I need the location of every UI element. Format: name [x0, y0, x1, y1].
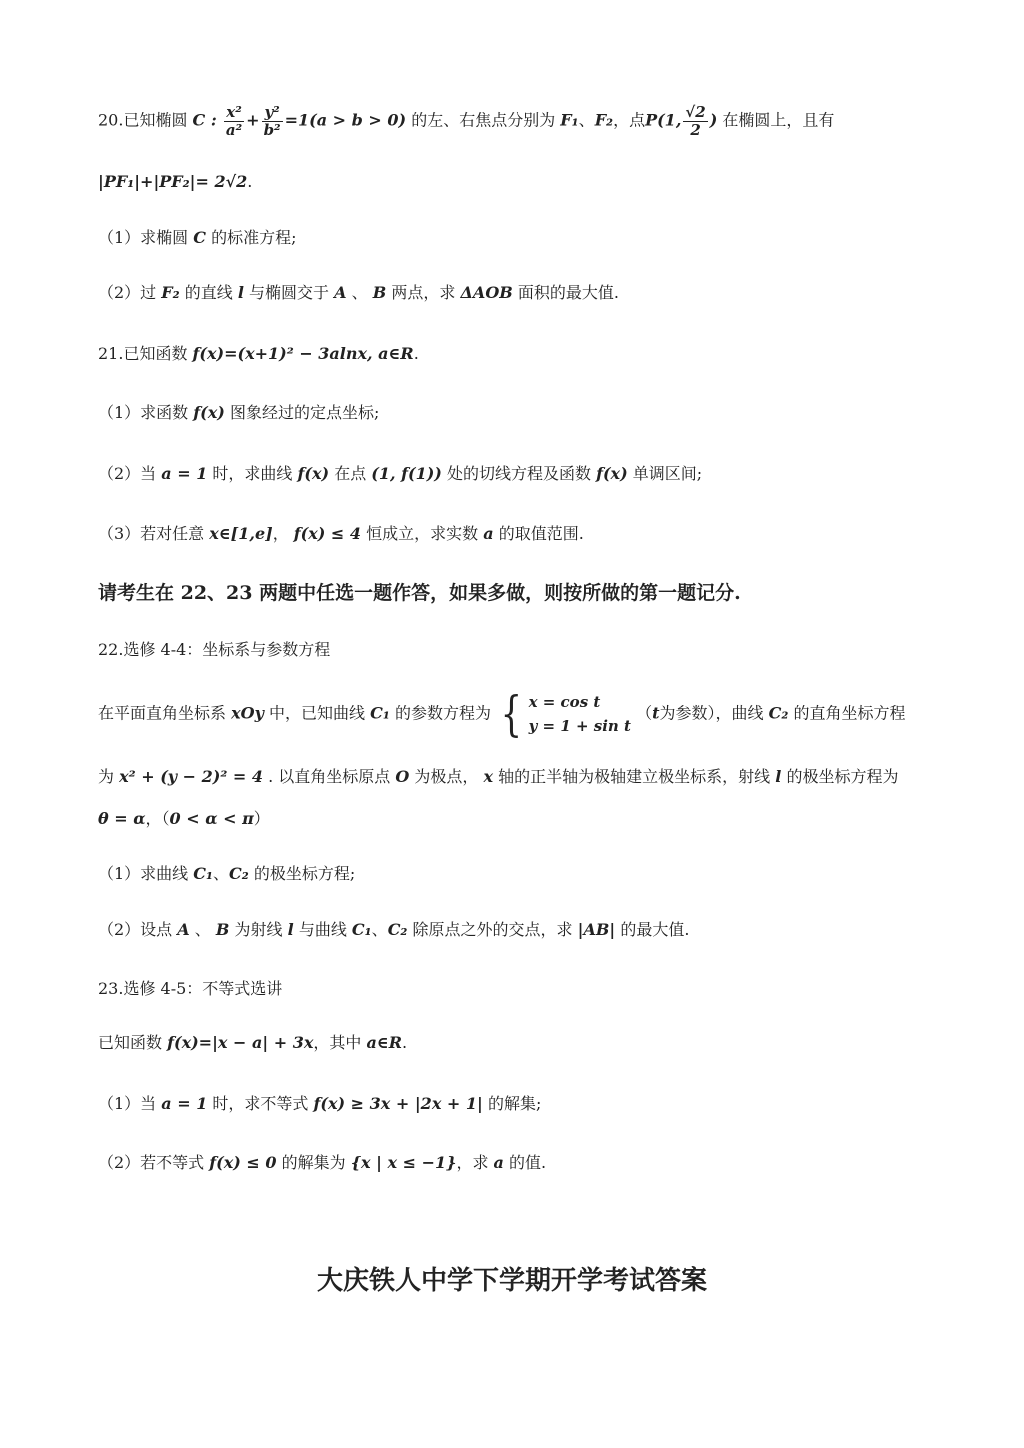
text: 为: [98, 767, 115, 786]
math: C₁: [193, 864, 214, 883]
numerator: x²: [224, 104, 244, 122]
text: ，其中: [313, 1033, 362, 1052]
math: A: [334, 283, 347, 302]
math: P(1,: [645, 110, 682, 130]
math: +: [246, 110, 260, 130]
math: 0 < α < π: [169, 809, 254, 828]
math: f(x) ≤ 4: [293, 524, 362, 543]
text: 的极坐标方程为: [786, 767, 899, 786]
denominator: 2: [690, 120, 701, 139]
q23-line-1: [98, 1033, 407, 1052]
equation: y = 1 + sin t: [528, 717, 631, 735]
system-brace: {: [500, 686, 523, 742]
text: 时，求曲线: [212, 464, 293, 483]
text: ，（: [145, 809, 170, 828]
text: 、: [351, 283, 368, 302]
q22-line-2: [98, 767, 898, 786]
q23-part-1: [98, 1094, 541, 1113]
math: f(x) ≤ 0: [209, 1153, 277, 1172]
math: l: [287, 920, 294, 939]
text: 处的切线方程及函数: [446, 464, 591, 483]
fraction: [224, 104, 244, 138]
math: C₂: [768, 703, 789, 723]
text: 的左、右焦点分别为: [411, 110, 556, 130]
numerator: √2: [685, 103, 706, 121]
text: .: [413, 344, 419, 363]
math: a = 1: [161, 1094, 208, 1113]
math: C₁: [351, 920, 372, 939]
text: 单调区间;: [632, 464, 703, 483]
text: 轴的正半轴为极轴建立极坐标系，射线: [498, 767, 771, 786]
text: 中，已知曲线: [268, 703, 365, 723]
text: 的标准方程;: [211, 228, 297, 247]
q21-line-1: [98, 344, 419, 363]
q22-part-2: [98, 920, 689, 939]
math: f(x)=|x − a| + 3x: [167, 1033, 314, 1052]
fraction: [262, 104, 283, 138]
math: f(x): [596, 464, 628, 483]
text: 的取值范围.: [498, 524, 584, 543]
math: |PF₁|+|PF₂|= 2√2: [98, 172, 248, 191]
q21-part-2: [98, 464, 702, 483]
math: θ = α: [98, 809, 146, 828]
q20-line-2: [98, 172, 252, 191]
math: t: [652, 703, 660, 723]
math: a: [483, 524, 494, 543]
text: （2）当: [98, 464, 157, 483]
math: f(x): [193, 403, 225, 422]
text: 恒成立，求实数: [366, 524, 479, 543]
numerator: y²: [262, 104, 283, 122]
q23-heading: 23.选修 4-5：不等式选讲: [98, 979, 283, 998]
text: （2）若不等式: [98, 1153, 205, 1172]
text: （2）设点: [98, 920, 173, 939]
text: 、: [213, 864, 230, 883]
math: =1(a > b > 0): [284, 110, 407, 130]
q21-part-1: [98, 403, 379, 422]
math: xOy: [231, 703, 264, 723]
text: 时，求不等式: [212, 1094, 309, 1113]
text: .: [247, 172, 253, 191]
text: 、: [578, 110, 595, 130]
text: 的直角坐标方程: [793, 703, 906, 723]
math: l: [237, 283, 244, 302]
text: 的解集;: [487, 1094, 542, 1113]
text: 与椭圆交于: [249, 283, 330, 302]
math: O: [395, 767, 410, 786]
text: （3）若对任意: [98, 524, 205, 543]
equation-system: [529, 690, 631, 738]
text: ，: [272, 524, 289, 543]
math: a: [493, 1153, 504, 1172]
math: C₁: [370, 703, 390, 723]
text: 为极点，: [414, 767, 479, 786]
text: （2）过: [98, 283, 157, 302]
text: 的解集为: [281, 1153, 346, 1172]
text: （1）求曲线: [98, 864, 189, 883]
math: f(x)=(x+1)² − 3alnx, a∈R: [192, 344, 414, 363]
q22-part-1: [98, 864, 355, 883]
math: C₂: [229, 864, 249, 883]
text: 20.已知椭圆: [98, 110, 188, 130]
text: （: [636, 703, 653, 723]
math: C :: [192, 110, 217, 130]
text: 21.已知函数: [98, 344, 188, 363]
math: (1, f(1)): [371, 464, 442, 483]
q20-part-2: [98, 283, 619, 302]
text: .: [402, 1033, 408, 1052]
text: 已知函数: [98, 1033, 163, 1052]
q22-line-3: [98, 809, 270, 828]
math: a∈R: [366, 1033, 403, 1052]
q21-part-3: [98, 524, 584, 543]
answer-title: 大庆铁人中学下学期开学考试答案: [316, 1266, 707, 1296]
math: ): [709, 110, 718, 130]
text: 与曲线: [298, 920, 347, 939]
math: x: [483, 767, 494, 786]
math: F₁: [560, 110, 579, 130]
q20-part-1: [98, 228, 297, 247]
denominator: a²: [225, 120, 243, 139]
text: 面积的最大值.: [517, 283, 619, 302]
text: 的参数方程为: [394, 703, 491, 723]
math: ΔAOB: [460, 283, 513, 302]
text: 在椭圆上，且有: [722, 110, 835, 130]
math: C₂: [387, 920, 408, 939]
math: C: [193, 228, 207, 247]
denominator: b²: [263, 120, 281, 139]
text: （1）当: [98, 1094, 157, 1113]
text: 在点: [334, 464, 367, 483]
text: 为射线: [234, 920, 283, 939]
choose-note: 请考生在 22、23 两题中任选一题作答，如果多做，则按所做的第一题记分.: [98, 582, 741, 604]
text: 的极坐标方程;: [253, 864, 356, 883]
math: f(x) ≥ 3x + |2x + 1|: [313, 1094, 483, 1113]
math: F₂: [594, 110, 614, 130]
text: 为参数），曲线: [659, 703, 764, 723]
q22-heading: 22.选修 4-4：坐标系与参数方程: [98, 640, 331, 659]
text: （1）求函数: [98, 403, 189, 422]
q23-part-2: [98, 1153, 546, 1172]
math: B: [215, 920, 230, 939]
math: f(x): [297, 464, 330, 483]
text: ，点: [613, 110, 646, 130]
math: F₂: [161, 283, 180, 302]
text: 除原点之外的交点，求: [412, 920, 573, 939]
q22-line-1: [98, 686, 906, 742]
text: ，求: [456, 1153, 489, 1172]
math: A: [177, 920, 190, 939]
math: x² + (y − 2)² = 4: [119, 767, 264, 786]
text: 图象经过的定点坐标;: [229, 403, 380, 422]
math: l: [775, 767, 782, 786]
text: 的最大值.: [620, 920, 690, 939]
text: 、: [194, 920, 211, 939]
math: |AB|: [577, 920, 616, 939]
math: a = 1: [161, 464, 208, 483]
text: 的值.: [509, 1153, 547, 1172]
math: x∈[1,e]: [209, 524, 273, 543]
text: 两点，求: [391, 283, 456, 302]
text: . 以直角坐标原点: [268, 767, 391, 786]
fraction: [683, 104, 707, 138]
equation: x = cos t: [528, 693, 601, 711]
text: 在平面直角坐标系: [98, 703, 227, 723]
math: B: [372, 283, 387, 302]
text: 、: [371, 920, 388, 939]
math: {x | x ≤ −1}: [350, 1153, 457, 1172]
q20-line-1: [98, 104, 834, 138]
text: （1）求椭圆: [98, 228, 189, 247]
text: 的直线: [184, 283, 233, 302]
text: ）: [253, 809, 270, 828]
